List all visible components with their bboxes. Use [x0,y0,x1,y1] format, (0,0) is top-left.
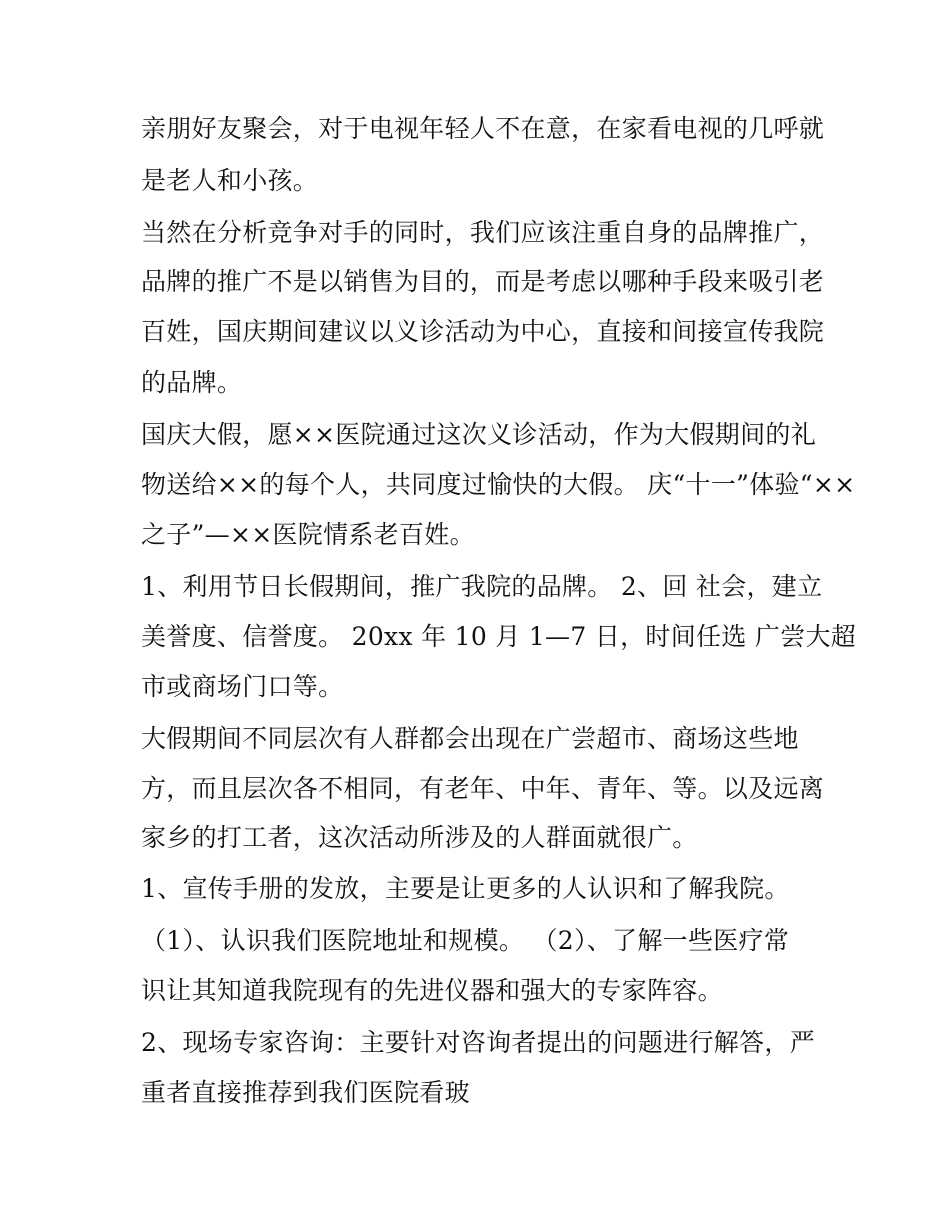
text-line: 是老人和小孩。 [141,166,319,195]
text-line: 方，而且层次各不相同，有老年、中年、青年、等。以及远离 [141,774,825,803]
text-line: 1、利用节日长假期间，推广我院的品牌。 2、回 社会，建立 [141,572,823,601]
text-line: 2、现场专家咨询：主要针对咨询者提出的问题进行解答，严 [141,1028,816,1057]
text-line: （1）、认识我们医院地址和规模。 （2）、了解一些医疗常 [141,926,790,955]
text-line: 品牌的推广不是以销售为目的，而是考虑以哪种手段来吸引老 [141,267,825,296]
text-line: 物送给××的每个人，共同度过愉快的大假。 庆“十一”体验“×× [141,470,856,499]
text-line: 亲朋好友聚会，对于电视年轻人不在意，在家看电视的几呼就 [141,114,825,143]
text-line: 之子”—××医院情系老百姓。 [141,520,475,549]
text-line: 的品牌。 [141,368,243,397]
text-line: 1、宣传手册的发放，主要是让更多的人认识和了解我院。 [141,874,790,903]
text-line: 国庆大假，愿××医院通过这次义诊活动，作为大假期间的礼 [141,420,816,449]
text-line: 大假期间不同层次有人群都会出现在广尝超市、商场这些地 [141,724,799,753]
text-line: 美誉度、信誉度。 20xx 年 10 月 1—7 日，时间任选 广尝大超 [141,622,857,651]
text-line: 百姓，国庆期间建议以义诊活动为中心，直接和间接宣传我院 [141,317,825,346]
text-line: 家乡的打工者，这次活动所涉及的人群面就很广。 [141,823,698,852]
text-line: 重者直接推荐到我们医院看玻 [141,1078,470,1107]
text-line: 当然在分析竞争对手的同时，我们应该注重自身的品牌推广， [141,218,825,247]
text-line: 识让其知道我院现有的先进仪器和强大的专家阵容。 [141,976,723,1005]
text-line: 市或商场门口等。 [141,672,344,701]
